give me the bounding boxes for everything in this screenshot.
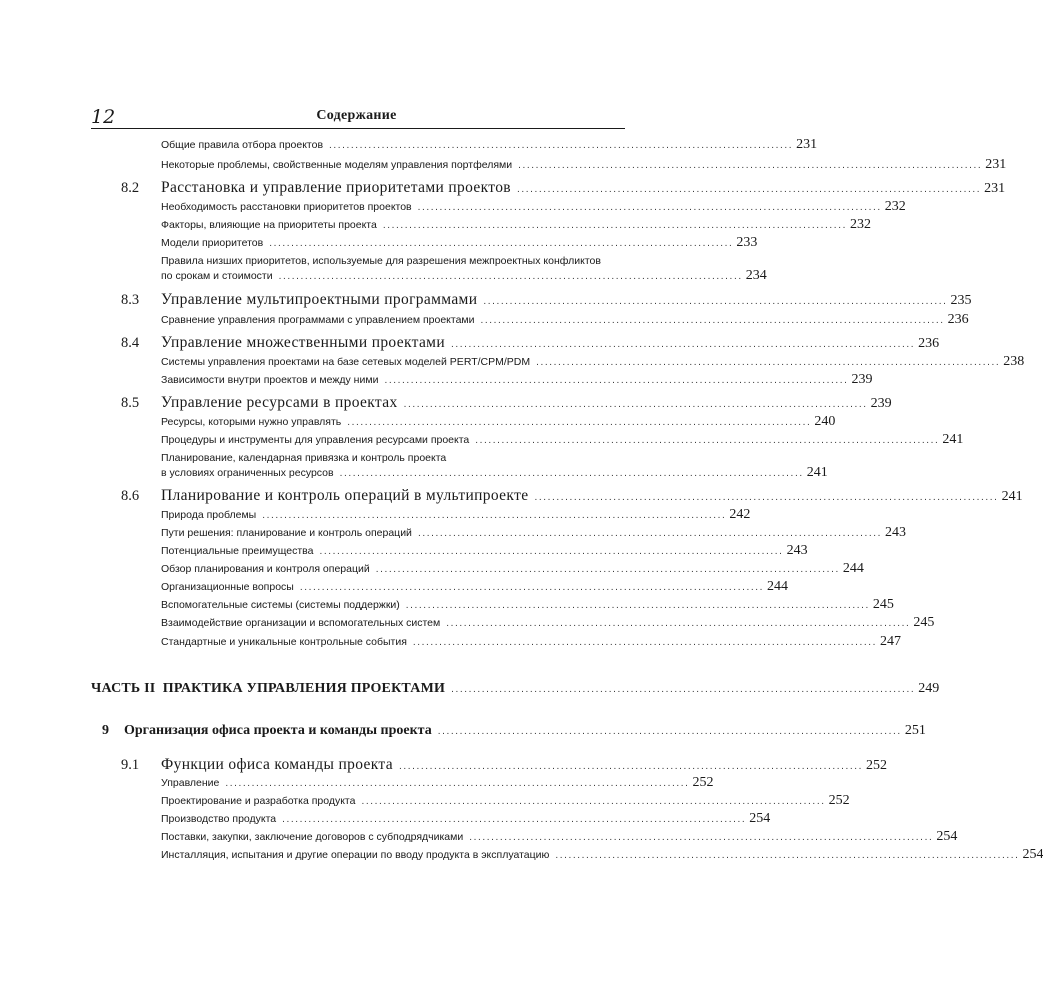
dot-leader: .......................................................................................................... — [437, 726, 902, 737]
page-title: Содержание — [316, 108, 397, 123]
toc-entry[interactable] — [161, 811, 771, 827]
toc-entry-label: Стандартные и уникальные контрольные события — [161, 636, 407, 648]
toc-entry-label: Модели приоритетов — [161, 237, 264, 249]
toc-entry-label: Вспомогательные системы (системы поддержки) — [161, 599, 400, 611]
dot-leader: .......................................................................................................... — [299, 582, 764, 593]
toc-entry[interactable] — [161, 157, 1007, 173]
toc-entry-label: по срокам и стоимости — [161, 270, 273, 282]
toc-entry[interactable] — [161, 354, 1025, 370]
toc-entry-label: Поставки, закупки, заключение договоров с субподрядчиками — [161, 831, 464, 843]
toc-section-label: Планирование и контроль операций в мультипроекте — [161, 487, 529, 504]
dot-leader: .......................................................................................................... — [282, 814, 747, 825]
toc-entry-label: Потенциальные преимущества — [161, 545, 314, 557]
toc-section-label: Управление мультипроектными программами — [161, 291, 478, 308]
toc-entry-page: 254 — [749, 811, 771, 826]
toc-entry-label: Взаимодействие организации и вспомогательных систем — [161, 617, 441, 629]
toc-entry-label: Общие правила отбора проектов — [161, 139, 324, 151]
dot-leader: .......................................................................................................... — [518, 160, 983, 171]
toc-entry-label: Пути решения: планирование и контроль операций — [161, 527, 412, 539]
toc-entry[interactable] — [161, 432, 964, 448]
dot-leader: .......................................................................................................... — [412, 637, 878, 648]
toc-section-page: 239 — [870, 396, 892, 411]
dot-leader: .......................................................................................................... — [403, 399, 868, 410]
toc-part[interactable] — [91, 681, 940, 697]
toc-entry[interactable] — [161, 525, 907, 541]
dot-leader: .......................................................................................................... — [225, 778, 690, 789]
toc-section-page: 235 — [950, 293, 972, 308]
toc-entry-page: 240 — [814, 414, 836, 429]
toc-section-label: Расстановка и управление приоритетами проектов — [161, 179, 511, 196]
toc-entry-page: 232 — [849, 217, 871, 232]
toc-entry-label: Сравнение управления программами с управлением проектами — [161, 314, 475, 326]
toc-entry-page: 244 — [766, 579, 788, 594]
toc-entry-label: Некоторые проблемы, свойственные моделям управления портфелями — [161, 159, 513, 171]
toc-entry[interactable] — [161, 847, 1043, 863]
toc-entry-page: 233 — [736, 235, 758, 250]
section-number: 9.1 — [121, 757, 140, 773]
toc-entry-page: 252 — [692, 775, 714, 790]
dot-leader: .......................................................................................................... — [451, 684, 916, 695]
toc-entry-page: 245 — [913, 615, 935, 630]
dot-leader: .......................................................................................................... — [262, 510, 727, 521]
section-number: 8.4 — [121, 335, 140, 351]
toc-entry-page: 238 — [1003, 354, 1025, 369]
toc-entry[interactable] — [161, 615, 935, 631]
toc-section-label: Управление ресурсами в проектах — [161, 394, 398, 411]
dot-leader: .......................................................................................................... — [446, 618, 911, 629]
toc-entry-label: Зависимости внутри проектов и между ними — [161, 374, 379, 386]
toc-entry[interactable] — [161, 137, 818, 153]
toc-entry-label: Необходимость расстановки приоритетов проектов — [161, 201, 412, 213]
section-number: 8.3 — [121, 292, 140, 308]
toc-entry[interactable] — [161, 507, 751, 523]
dot-leader: .......................................................................................................... — [469, 832, 934, 843]
toc-entry[interactable] — [161, 634, 902, 650]
toc-entry-label-line1: Планирование, календарная привязка и контроль проекта — [161, 452, 447, 464]
toc-entry[interactable] — [161, 793, 850, 809]
toc-section[interactable] — [161, 756, 888, 774]
dot-leader: .......................................................................................................... — [417, 202, 882, 213]
toc-section-page: 241 — [1001, 489, 1023, 504]
dot-leader: .......................................................................................................... — [398, 761, 864, 772]
toc-entry-page: 252 — [828, 793, 850, 808]
toc-entry-page: 239 — [851, 372, 873, 387]
dot-leader: .......................................................................................................... — [278, 271, 743, 282]
toc-entry[interactable] — [161, 312, 969, 328]
toc-entry-page: 244 — [842, 561, 864, 576]
toc-section[interactable] — [161, 291, 972, 309]
toc-section[interactable] — [161, 394, 892, 412]
toc-section-label: Управление множественными проектами — [161, 334, 445, 351]
dot-leader: .......................................................................................................... — [375, 564, 840, 575]
toc-entry-label: Процедуры и инструменты для управления ресурсами проекта — [161, 434, 470, 446]
toc-entry-page: 241 — [942, 432, 964, 447]
toc-entry-label: Природа проблемы — [161, 509, 257, 521]
toc-entry[interactable] — [161, 372, 873, 388]
toc-entry-label: в условиях ограниченных ресурсов — [161, 467, 334, 479]
toc-chapter-page: 251 — [904, 723, 926, 738]
dot-leader: .......................................................................................................... — [347, 417, 812, 428]
toc-section-page: 231 — [984, 181, 1006, 196]
dot-leader: .......................................................................................................... — [480, 315, 945, 326]
dot-leader: .......................................................................................................... — [339, 468, 804, 479]
dot-leader: .......................................................................................................... — [516, 184, 982, 195]
toc-section[interactable] — [161, 179, 1006, 197]
toc-entry-page: 232 — [884, 199, 906, 214]
toc-part-label: ЧАСТЬ II ПРАКТИКА УПРАВЛЕНИЯ ПРОЕКТАМИ — [91, 681, 446, 696]
toc-entry[interactable] — [161, 199, 906, 215]
toc-entry-label: Обзор планирования и контроля операций — [161, 563, 370, 575]
toc-entry-label: Ресурсы, которыми нужно управлять — [161, 416, 342, 428]
chapter-number: 9 — [102, 723, 109, 738]
toc-entry[interactable] — [161, 235, 758, 251]
toc-entry[interactable] — [161, 217, 871, 233]
toc-entry-page: 247 — [880, 634, 902, 649]
section-number: 8.6 — [121, 488, 140, 504]
toc-entry[interactable] — [161, 597, 894, 613]
toc-entry-page: 241 — [806, 465, 828, 480]
dot-leader: .......................................................................................................... — [475, 435, 940, 446]
toc-section-label: Функции офиса команды проекта — [161, 756, 393, 773]
toc-entry-page: 254 — [936, 829, 958, 844]
toc-entry-label: Системы управления проектами на базе сетевых моделей PERT/CPM/PDM — [161, 356, 531, 368]
toc-section[interactable] — [161, 487, 1023, 505]
dot-leader: .......................................................................................................... — [450, 339, 916, 350]
dot-leader: .......................................................................................................... — [319, 546, 784, 557]
toc-section-page: 252 — [866, 758, 888, 773]
header-rule — [91, 128, 625, 129]
toc-entry-page: 254 — [1022, 847, 1043, 862]
toc-chapter[interactable] — [124, 723, 926, 739]
dot-leader: .......................................................................................................... — [405, 600, 870, 611]
toc-entry-label: Факторы, влияющие на приоритеты проекта — [161, 219, 377, 231]
toc-entry-page: 242 — [729, 507, 751, 522]
dot-leader: .......................................................................................................... — [384, 375, 849, 386]
dot-leader: .......................................................................................................... — [269, 238, 734, 249]
toc-part-page: 249 — [918, 681, 940, 696]
toc-entry[interactable] — [161, 465, 828, 481]
toc-entry-label-line1: Правила низших приоритетов, используемые для разрешения межпроектных конфликтов — [161, 255, 601, 267]
dot-leader: .......................................................................................................... — [534, 492, 999, 503]
toc-entry[interactable] — [161, 268, 767, 284]
dot-leader: .......................................................................................................... — [483, 296, 948, 307]
toc-entry-label: Проектирование и разработка продукта — [161, 795, 356, 807]
dot-leader: .......................................................................................................... — [361, 796, 826, 807]
toc-entry[interactable] — [161, 543, 808, 559]
page-number: 12 — [91, 106, 116, 128]
toc-entry[interactable] — [161, 414, 836, 430]
toc-entry[interactable] — [161, 775, 714, 791]
toc-entry-page: 231 — [796, 137, 818, 152]
toc-entry[interactable] — [161, 561, 864, 577]
toc-section[interactable] — [161, 334, 940, 352]
toc-entry[interactable] — [161, 829, 958, 845]
toc-section-page: 236 — [918, 336, 940, 351]
toc-entry[interactable] — [161, 579, 788, 595]
section-number: 8.2 — [121, 180, 140, 196]
dot-leader: .......................................................................................................... — [555, 850, 1020, 861]
toc-chapter-label: Организация офиса проекта и команды проекта — [124, 723, 432, 738]
toc-entry-page: 231 — [985, 157, 1007, 172]
toc-entry-page: 245 — [872, 597, 894, 612]
toc-entry-page: 243 — [786, 543, 808, 558]
toc-entry-label: Управление — [161, 777, 220, 789]
dot-leader: .......................................................................................................... — [417, 528, 883, 539]
toc-entry-page: 243 — [885, 525, 907, 540]
toc-entry-label: Производство продукта — [161, 813, 277, 825]
dot-leader: .......................................................................................................... — [329, 140, 794, 151]
toc-entry-page: 234 — [745, 268, 767, 283]
dot-leader: .......................................................................................................... — [382, 220, 847, 231]
toc-entry-label: Инсталляция, испытания и другие операции по вводу продукта в эксплуатацию — [161, 849, 550, 861]
toc-entry-label: Организационные вопросы — [161, 581, 294, 593]
dot-leader: .......................................................................................................... — [536, 357, 1001, 368]
toc-entry-page: 236 — [947, 312, 969, 327]
section-number: 8.5 — [121, 395, 140, 411]
